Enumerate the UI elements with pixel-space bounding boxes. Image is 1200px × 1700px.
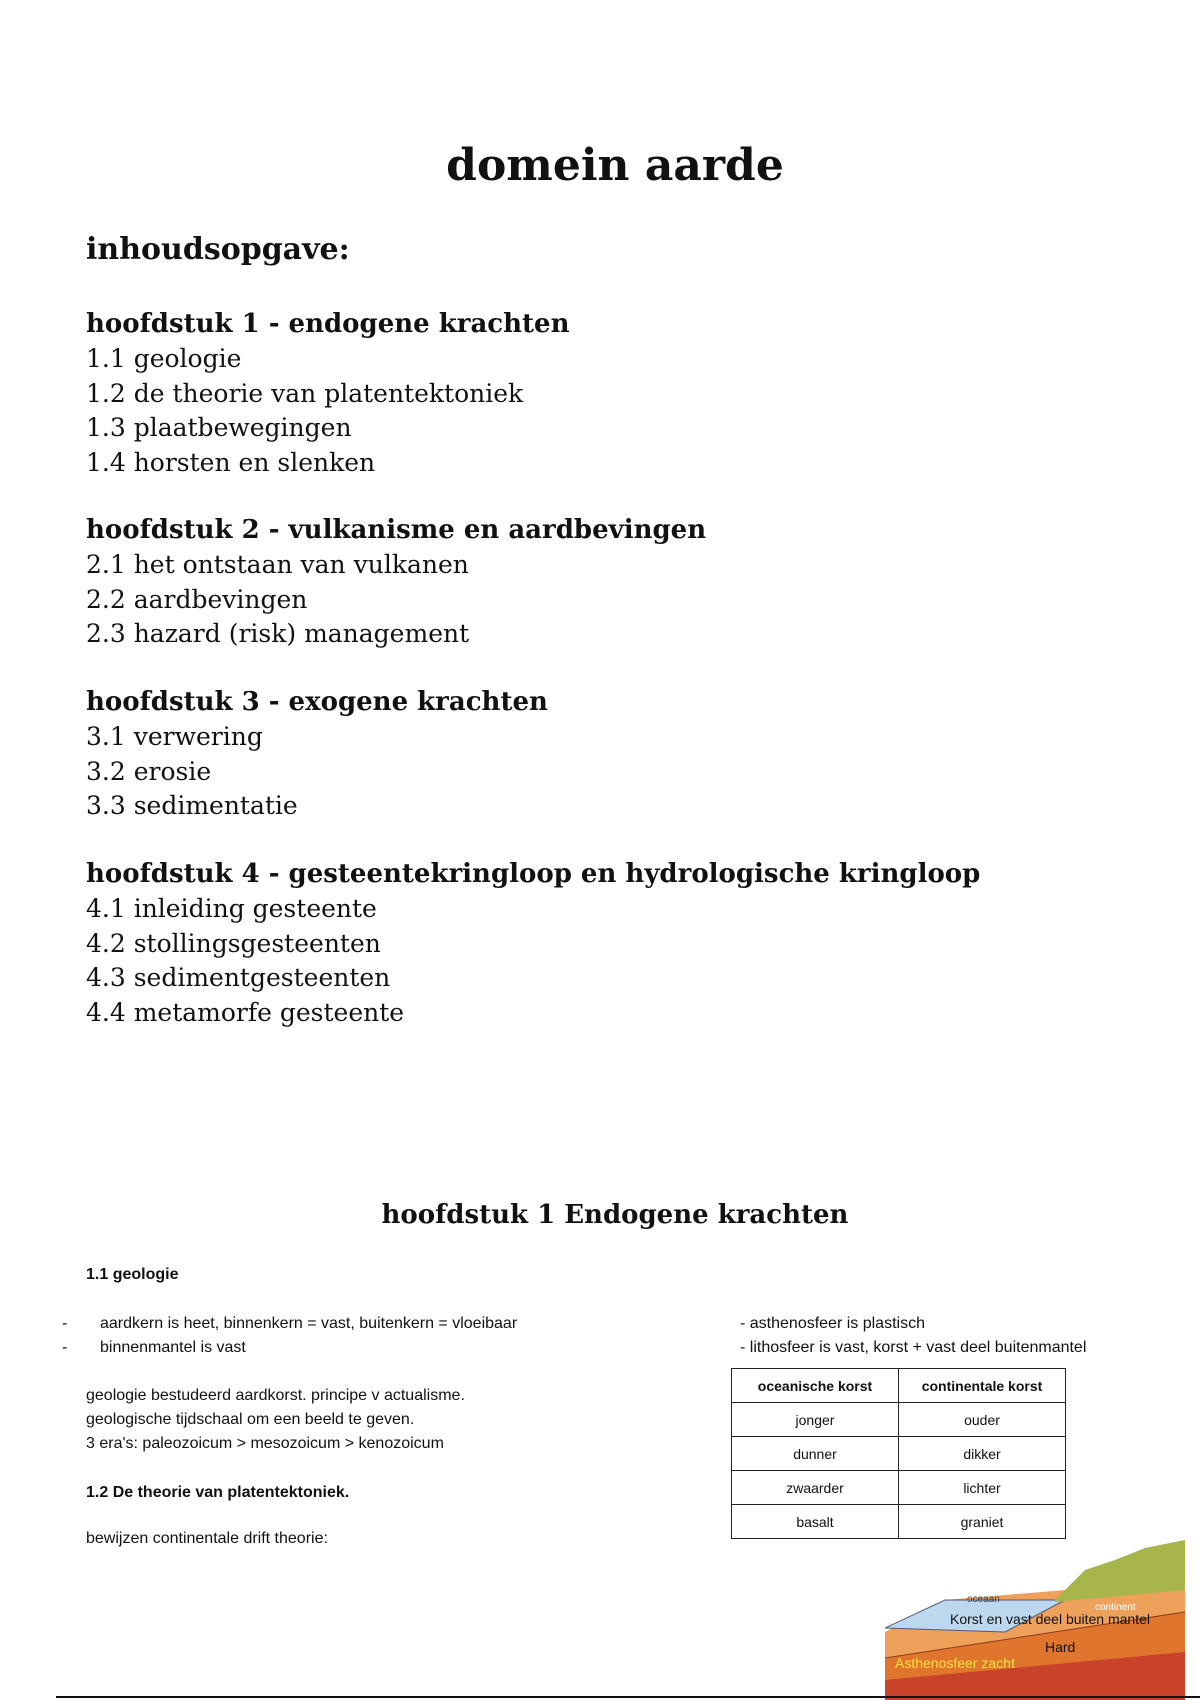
toc-chapter-3: [86, 684, 548, 824]
subsection-title: 1.1 geologie: [86, 1266, 179, 1283]
toc-item: 4.2 stollingsgesteenten: [86, 928, 381, 958]
toc-item: 3.2 erosie: [86, 756, 212, 786]
table-cell: jonger: [732, 1403, 899, 1437]
chapter-title: hoofdstuk 4 - gesteentekringloop en hydrologische kringloop: [86, 859, 981, 889]
earth-layers-diagram: [885, 1540, 1185, 1700]
toc-item: 2.2 aardbevingen: [86, 584, 308, 614]
bullet-list: [62, 1312, 517, 1360]
bullet-item: - binnenmantel is vast: [62, 1336, 517, 1360]
continent-label: continent: [1095, 1602, 1136, 1613]
page-title: domein aarde: [446, 140, 784, 191]
table-cell: ouder: [899, 1403, 1066, 1437]
paragraph-line: geologie bestudeerd aardkorst. principe v actualisme.: [86, 1387, 465, 1404]
toc-chapter-2: [86, 512, 706, 652]
toc-chapter-1: [86, 306, 570, 480]
toc-item: 4.3 sedimentgesteenten: [86, 963, 391, 992]
toc-item: 1.4 horsten en slenken: [86, 447, 376, 477]
toc-item: 4.1 inleiding gesteente: [86, 894, 377, 923]
paragraph: [86, 1384, 465, 1456]
table-row: [732, 1403, 1066, 1437]
table-row: [732, 1437, 1066, 1471]
side-notes: [740, 1312, 1086, 1360]
table-header: oceanische korst: [732, 1369, 899, 1403]
table-header: continentale korst: [899, 1369, 1066, 1403]
toc-item: 3.1 verwering: [86, 722, 263, 751]
toc-item: 4.4 metamorfe gesteente: [86, 997, 405, 1027]
table-row: [732, 1471, 1066, 1505]
table-cell: basalt: [732, 1505, 899, 1539]
table-cell: zwaarder: [732, 1471, 899, 1505]
note-line: - asthenosfeer is plastisch: [740, 1315, 925, 1332]
toc-item: 1.2 de theorie van platentektoniek: [86, 378, 524, 408]
paragraph-line: 3 era's: paleozoicum > mesozoicum > kenozoicum: [86, 1435, 444, 1452]
hard-label: Hard: [1045, 1639, 1076, 1655]
table-cell: dunner: [732, 1437, 899, 1471]
toc-item: 2.1 het ontstaan van vulkanen: [86, 550, 469, 579]
table-cell: dikker: [899, 1437, 1066, 1471]
note-line: - lithosfeer is vast, korst + vast deel buitenmantel: [740, 1339, 1087, 1356]
paragraph-line: bewijzen continentale drift theorie:: [86, 1530, 328, 1547]
section-title: hoofdstuk 1 Endogene krachten: [381, 1200, 849, 1230]
table-row: [732, 1505, 1066, 1539]
table-cell: graniet: [899, 1505, 1066, 1539]
asthenosphere-label: Asthenosfeer zacht: [895, 1655, 1015, 1671]
toc-item: 3.3 sedimentatie: [86, 791, 298, 820]
crust-comparison-table: [731, 1368, 1066, 1539]
chapter-title: hoofdstuk 3 - exogene krachten: [86, 687, 548, 717]
subsection-title: 1.2 De theorie van platentektoniek.: [86, 1484, 350, 1501]
toc-item: 1.3 plaatbewegingen: [86, 413, 352, 442]
bullet-item: - aardkern is heet, binnenkern = vast, buitenkern = vloeibaar: [62, 1312, 517, 1336]
toc-heading: inhoudsopgave:: [86, 232, 350, 267]
crust-label: Korst en vast deel buiten mantel: [950, 1611, 1151, 1627]
table-cell: lichter: [899, 1471, 1066, 1505]
toc-chapter-4: [86, 856, 980, 1030]
toc-item: 1.1 geologie: [86, 344, 242, 373]
ocean-label: oceaan: [967, 1594, 1000, 1605]
chapter-title: hoofdstuk 1 - endogene krachten: [86, 309, 570, 339]
toc-item: 2.3 hazard (risk) management: [86, 619, 470, 648]
divider: [56, 1696, 1200, 1698]
paragraph-line: geologische tijdschaal om een beeld te geven.: [86, 1411, 415, 1428]
chapter-title: hoofdstuk 2 - vulkanisme en aardbevingen: [86, 515, 707, 545]
